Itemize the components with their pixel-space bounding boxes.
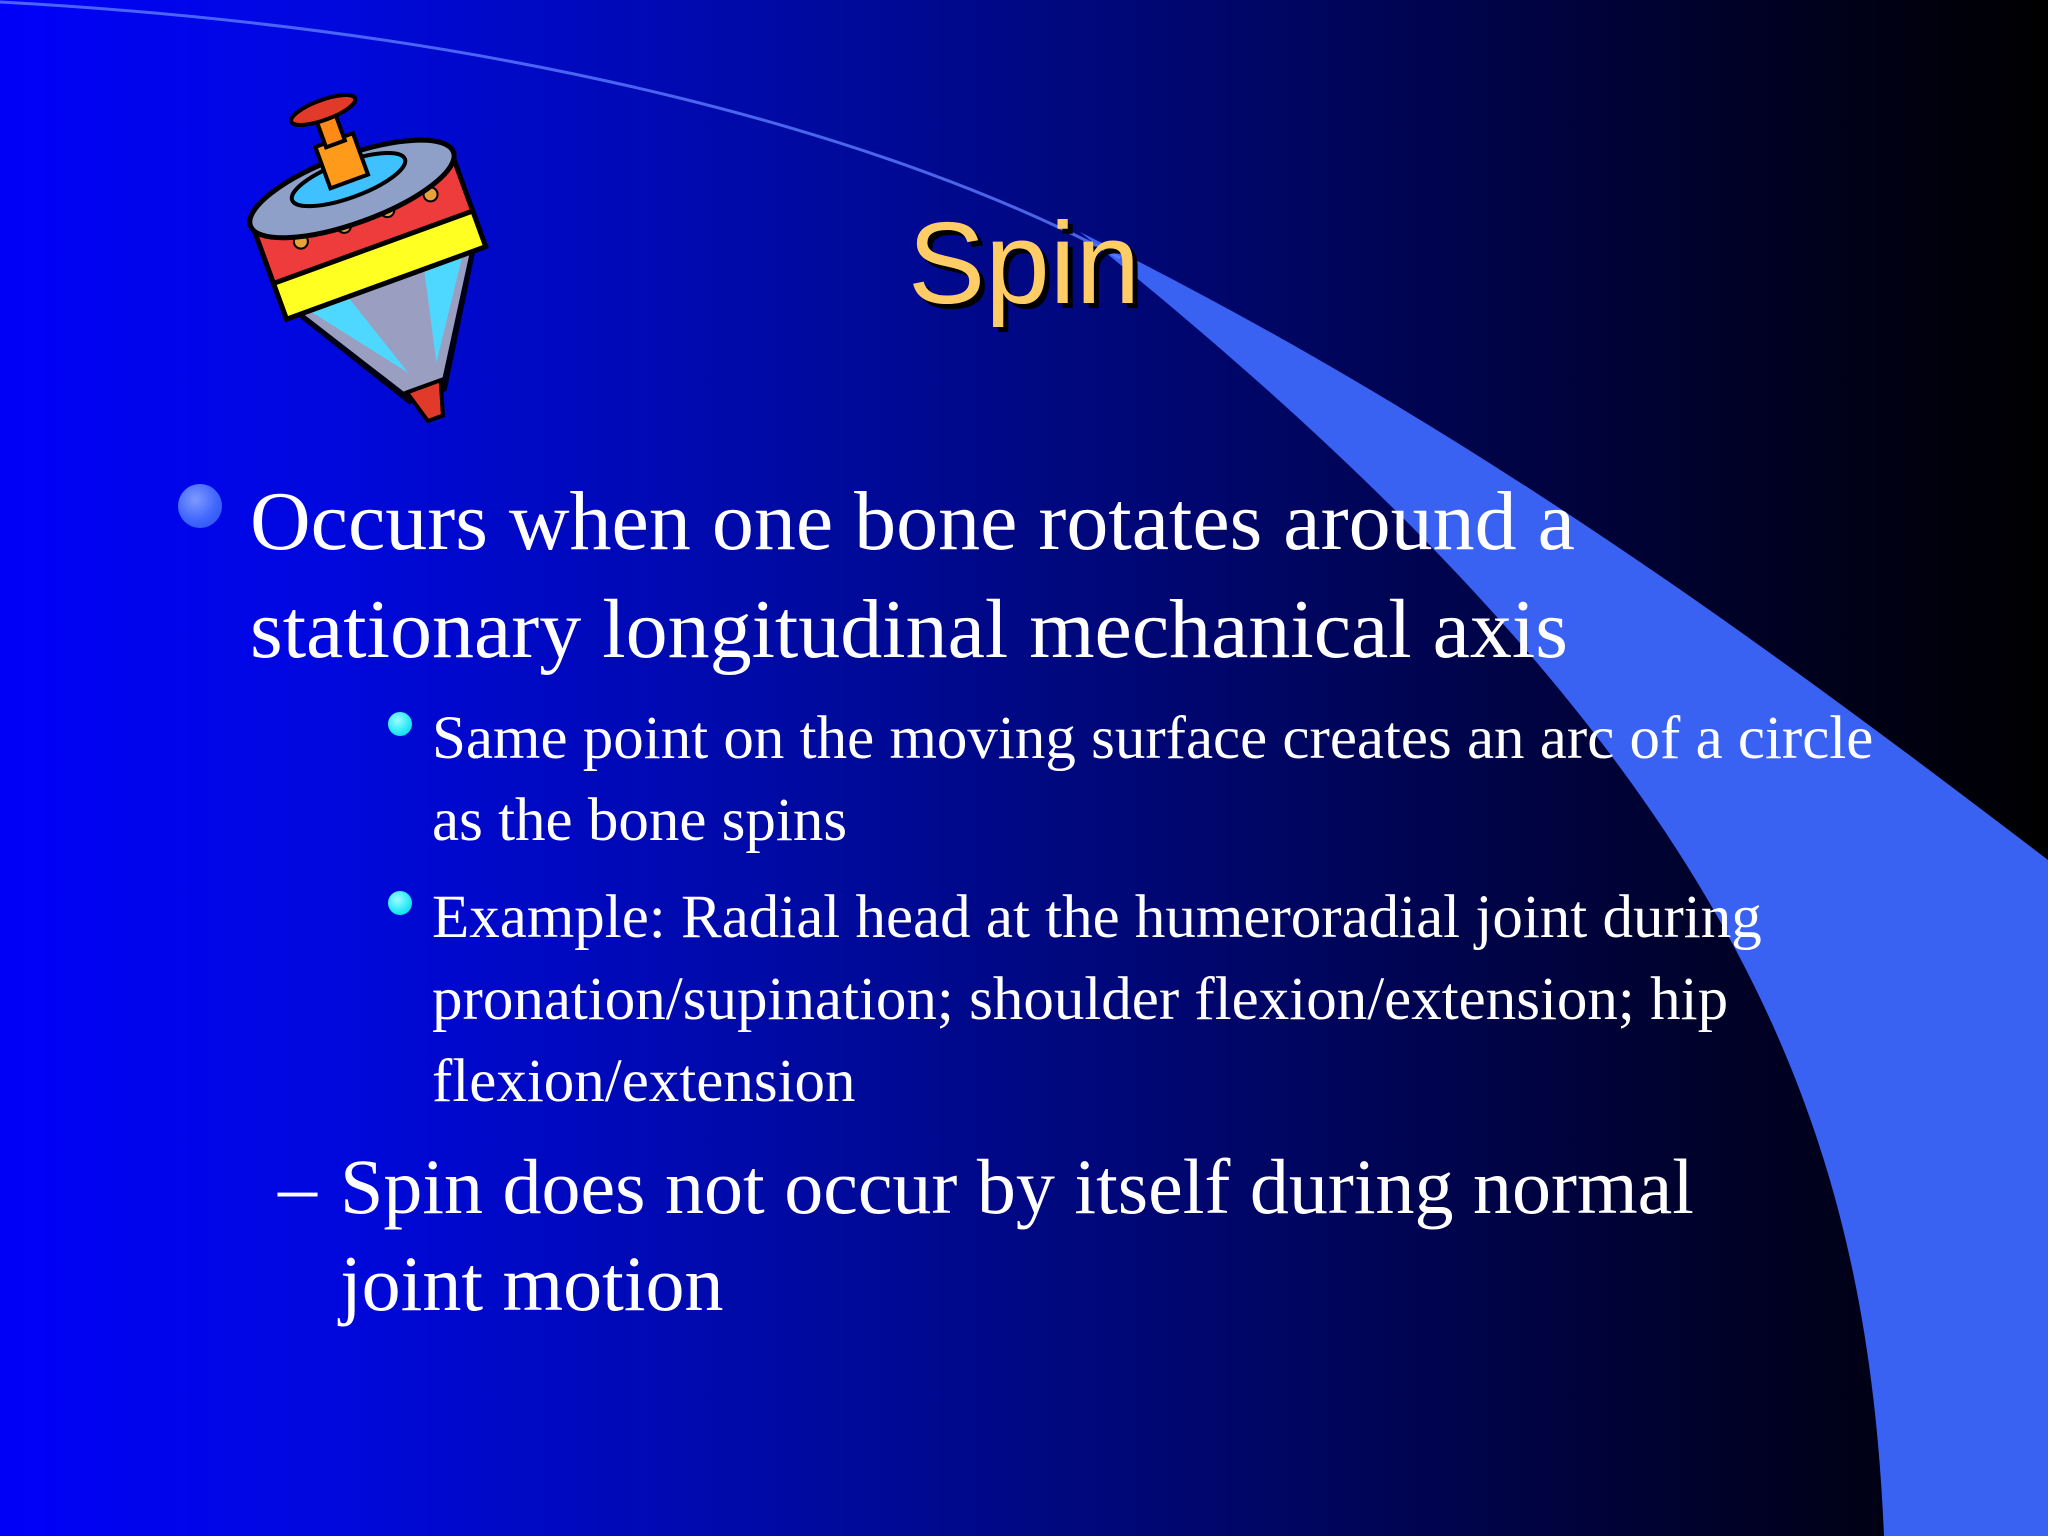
bullet-dot-icon xyxy=(178,484,222,528)
dash-item-text: Spin does not occur by itself during normal joint motion xyxy=(340,1143,1694,1327)
sub-bullet-item xyxy=(432,698,1932,862)
slide-title: Spin xyxy=(907,198,1141,328)
sub-bullet-text: Same point on the moving surface creates an arc of a circle as the bone spins xyxy=(432,705,1874,854)
bullet-text: Occurs when one bone rotates around a stationary longitudinal mechanical axis xyxy=(250,475,1575,676)
dash-marker: – xyxy=(278,1143,317,1230)
sub-bullet-dot-icon xyxy=(388,712,412,736)
sub-bullet-dot-icon xyxy=(388,891,412,915)
dash-item xyxy=(278,1138,1840,1332)
sub-bullet-text: Example: Radial head at the humeroradial joint during pronation/supination; shoulder flexion/extension; hip flexion/extension xyxy=(432,884,1762,1115)
bullet-item xyxy=(250,468,1810,684)
sub-bullet-item xyxy=(432,877,1832,1123)
